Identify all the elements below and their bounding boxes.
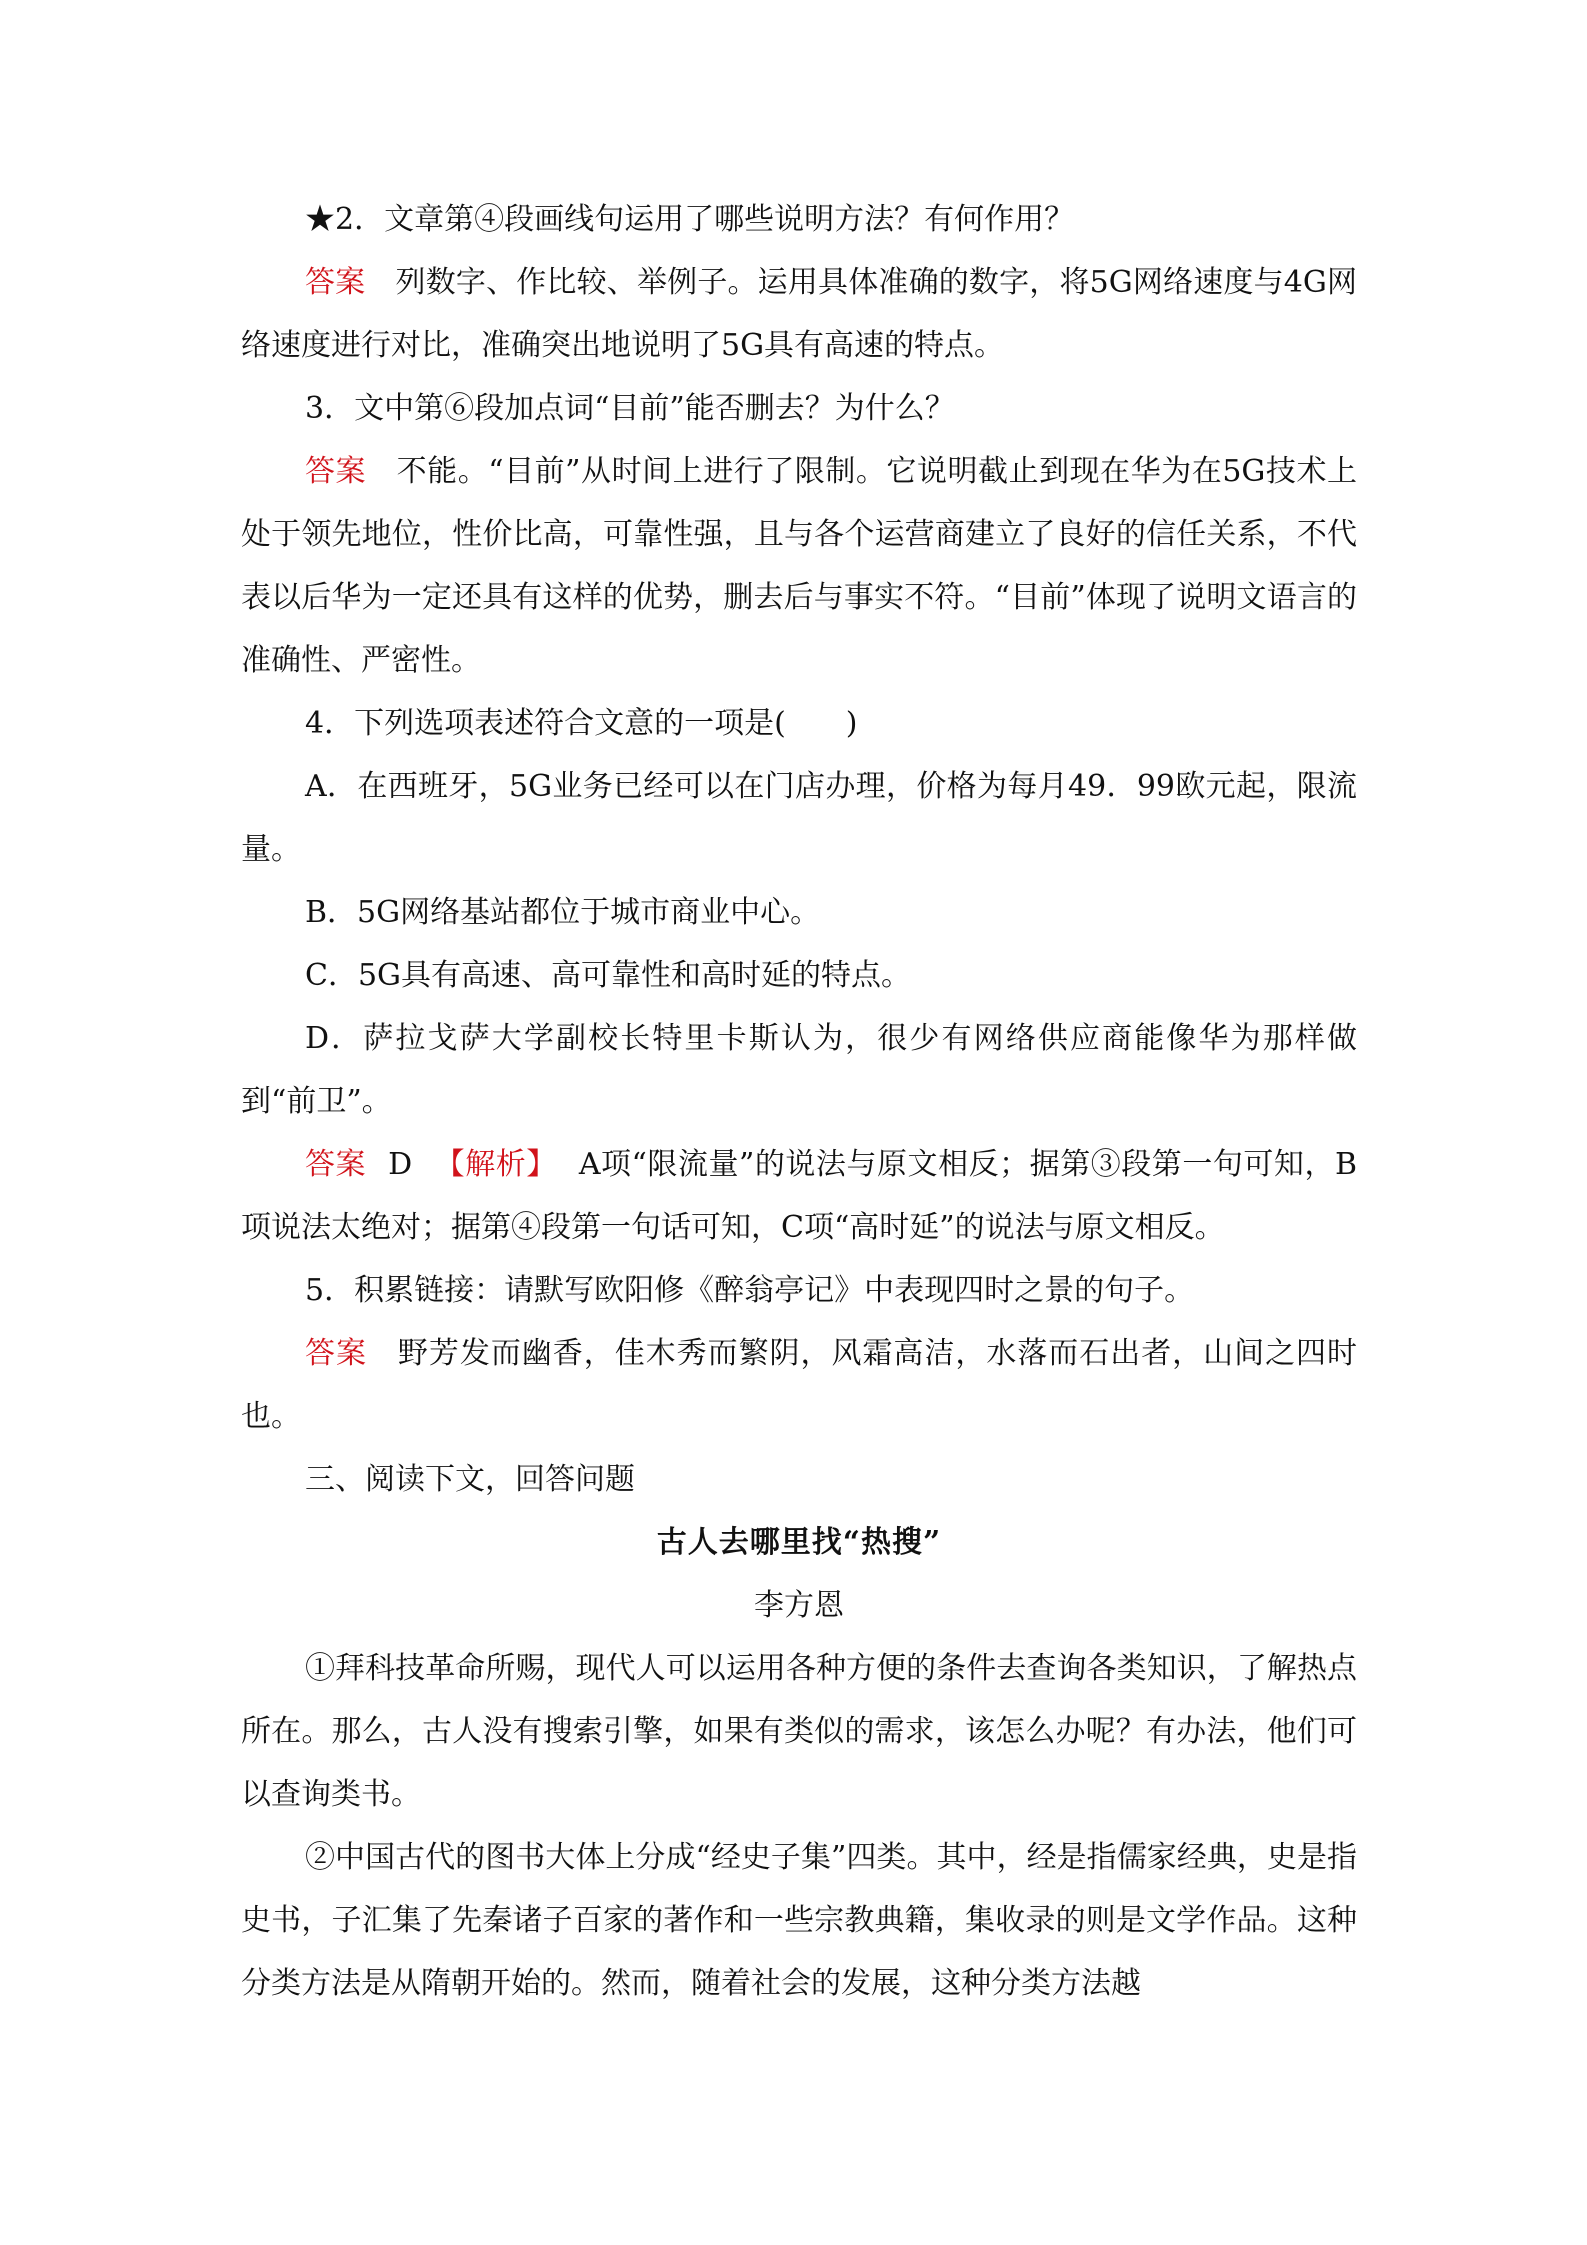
answer-label: 答案 [305, 265, 366, 300]
question-4-text: 4．下列选项表述符合文意的一项是( [305, 706, 786, 741]
article-title: 古人去哪里找“热搜” [656, 1525, 942, 1560]
answer-3 [241, 440, 1357, 692]
article-author: 李方恩 [754, 1589, 844, 1622]
question-3: 3．文中第⑥段加点词“目前”能否删去？为什么？ [305, 391, 955, 426]
answer-label: 答案 [305, 454, 367, 489]
question-4 [241, 692, 1357, 755]
option-b: B．5G网络基站都位于城市商业中心。 [305, 895, 821, 930]
answer-text: 野芳发而幽香，佳木秀而繁阴，风霜高洁，水落而石出者，山间之四时也。 [241, 1336, 1358, 1434]
option-c: C．5G具有高速、高可靠性和高时延的特点。 [305, 958, 912, 993]
document-page [241, 188, 1357, 2015]
answer-label: 答案 [305, 1147, 367, 1182]
article-paragraph-1: ①拜科技革命所赐，现代人可以运用各种方便的条件去查询各类知识，了解热点所在。那么，古人没有搜索引擎，如果有类似的需求，该怎么办呢？有办法，他们可以查询类书。 [241, 1651, 1357, 1812]
option-a: A．在西班牙，5G业务已经可以在门店办理，价格为每月49．99欧元起，限流量。 [241, 769, 1357, 867]
answer-text: 列数字、作比较、举例子。运用具体准确的数字，将5G网络速度与4G网络速度进行对比，准确突出地说明了5G具有高速的特点。 [241, 265, 1357, 363]
analysis-label: 【解析】 [434, 1147, 557, 1182]
question-4-close-paren: ) [845, 706, 858, 741]
answer-2 [241, 251, 1357, 377]
answer-label: 答案 [305, 1336, 367, 1371]
article-paragraph-2: ②中国古代的图书大体上分成“经史子集”四类。其中，经是指儒家经典，史是指史书，子汇集了先秦诸子百家的著作和一些宗教典籍，集收录的则是文学作品。这种分类方法是从隋朝开始的。然而，随着社会的发展，这种分类方法越 [241, 1840, 1357, 2001]
answer-4 [241, 1133, 1357, 1259]
analysis-text: A项“限流量”的说法与原文相反；据第③段第一句可知，B项说法太绝对；据第④段第一句话可知，C项“高时延”的说法与原文相反。 [241, 1147, 1358, 1245]
question-5: 5．积累链接：请默写欧阳修《醉翁亭记》中表现四时之景的句子。 [305, 1273, 1195, 1308]
question-2: ★2．文章第④段画线句运用了哪些说明方法？有何作用？ [305, 202, 1075, 237]
section-heading: 三、阅读下文，回答问题 [305, 1462, 635, 1497]
answer-5 [241, 1322, 1357, 1448]
answer-choice: D [388, 1147, 413, 1182]
option-d: D．萨拉戈萨大学副校长特里卡斯认为，很少有网络供应商能像华为那样做到“前卫”。 [241, 1021, 1357, 1119]
answer-text: 不能。“目前”从时间上进行了限制。它说明截止到现在华为在5G技术上处于领先地位，性价比高，可靠性强，且与各个运营商建立了良好的信任关系，不代表以后华为一定还具有这样的优势，删去后与事实不符。“目前”体现了说明文语言的准确性、严密性。 [241, 454, 1357, 678]
